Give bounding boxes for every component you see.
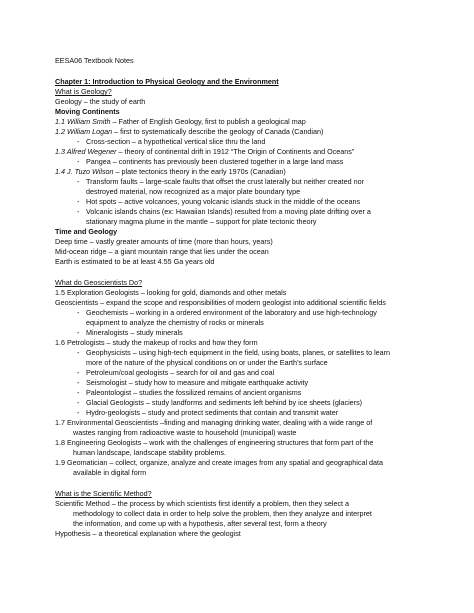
sub-bullet: Geochemists – working in a ordered environment of the laboratory and use high-technology [86, 308, 377, 317]
sub-bullet-cont: stationary magma plume in the mantle – support for plate tectonic theory [86, 217, 317, 226]
item-text: – Father of English Geology, first to publish a geological map [110, 117, 306, 126]
sub-bullet: Volcanic islands chains (ex: Hawaiian Islands) resulted from a moving plate drifting over a [86, 207, 371, 216]
subheading-time-geology: Time and Geology [55, 227, 118, 236]
section-heading-scientific-method: What is the Scientific Method? [55, 489, 152, 498]
list-item [55, 147, 354, 157]
item-number: 1.3 [55, 147, 67, 156]
bullet-dash: - [77, 368, 80, 377]
subheading-moving-continents: Moving Continents [55, 107, 120, 116]
text-line: Mid-ocean ridge – a giant mountain range that lies under the ocean [55, 247, 269, 256]
text-line-cont: methodology to collect data in order to help solve the problem, then they analyze and interpret [73, 509, 372, 518]
text-line: 1.7 Environmental Geoscientists –finding and managing drinking water, dealing with a wide range of [55, 418, 373, 427]
bullet-dash: - [77, 328, 80, 337]
text-line: Scientific Method – the process by which scientists first identify a problem, then they select a [55, 499, 350, 508]
bullet-dash: - [77, 207, 80, 216]
chapter-title: Chapter 1: Introduction to Physical Geology and the Environment [55, 77, 279, 86]
person-name: J. Tuzo Wilson [67, 167, 114, 176]
sub-bullet: Geophysicists – using high-tech equipment in the field, using boats, planes, or satellites to learn [86, 348, 391, 357]
list-item [55, 167, 286, 177]
sub-bullet: Seismologist – study how to measure and mitigate earthquake activity [86, 378, 309, 387]
section-heading-geoscientists: What do Geoscientists Do? [55, 278, 143, 287]
text-line: 1.8 Engineering Geologists – work with the challenges of engineering structures that form part of the [55, 438, 374, 447]
doc-header: EESA06 Textbook Notes [55, 56, 134, 65]
text-line-cont: human landscape, landscape stability problems. [73, 448, 227, 457]
sub-bullet: Transform faults – large-scale faults that offset the crust laterally but neither created nor [86, 177, 365, 186]
text-line-cont: wastes ranging from radioactive waste to household (municipal) waste [73, 428, 297, 437]
text-line: Geoscientists – expand the scope and responsibilities of modern geologist into additional scientific fields [55, 298, 386, 307]
section-heading-geology: What is Geology? [55, 87, 112, 96]
bullet-dash: - [77, 378, 80, 387]
text-line: 1.9 Geomatician – collect, organize, analyze and create images from any spatial and geographical data [55, 458, 384, 467]
text-line: 1.5 Exploration Geologists – looking for gold, diamonds and other metals [55, 288, 287, 297]
item-text: – plate tectonics theory in the early 1970s (Canadian) [113, 167, 286, 176]
bullet-dash: - [77, 308, 80, 317]
bullet-dash: - [77, 177, 80, 186]
text-line: Earth is estimated to be at least 4.55 Ga years old [55, 257, 215, 266]
bullet-dash: - [77, 388, 80, 397]
sub-bullet: Hydro-geologists – study and protect sediments that contain and transmit water [86, 408, 339, 417]
sub-bullet: Petroleum/coal geologists – search for oil and gas and coal [86, 368, 275, 377]
text-line: 1.6 Petrologists – study the makeup of rocks and how they form [55, 338, 258, 347]
geology-definition: Geology – the study of earth [55, 97, 146, 106]
bullet-dash: - [77, 398, 80, 407]
person-name: William Smith [67, 117, 111, 126]
list-item [55, 127, 323, 137]
item-text: – first to systematically describe the geology of Canada (Candian) [112, 127, 324, 136]
item-text: – theory of continental drift in 1912 “The Origin of Continents and Oceans” [116, 147, 355, 156]
bullet-dash: - [77, 348, 80, 357]
person-name: William Logan [67, 127, 113, 136]
sub-bullet: Mineralogists – study minerals [86, 328, 183, 337]
text-line: Deep time – vastly greater amounts of time (more than hours, years) [55, 237, 273, 246]
item-number: 1.1 [55, 117, 67, 126]
text-line-cont: available in digital form [73, 468, 147, 477]
sub-bullet: Glacial Geologists – study landforms and sediments left behind by ice sheets (glaciers) [86, 398, 363, 407]
bullet-dash: - [77, 197, 80, 206]
list-item [55, 117, 306, 127]
sub-bullet-cont: destroyed material, now recognized as a major plate boundary type [86, 187, 301, 196]
item-number: 1.4 [55, 167, 67, 176]
bullet-dash: - [77, 408, 80, 417]
sub-bullet: Paleontologist – studies the fossilized remains of ancient organisms [86, 388, 302, 397]
text-line: Hypothesis – a theoretical explanation where the geologist [55, 529, 241, 538]
item-number: 1.2 [55, 127, 67, 136]
bullet-dash: - [77, 137, 80, 146]
sub-bullet-cont: equipment to analyze the chemistry of rocks or minerals [86, 318, 264, 327]
sub-bullet-cont: more of the nature of the physical conditions on or under the Earth’s surface [86, 358, 328, 367]
person-name: Alfred Wegener [66, 147, 117, 156]
sub-bullet: Hot spots – active volcanoes, young volcanic islands stuck in the middle of the oceans [86, 197, 361, 206]
sub-bullet: Cross-section – a hypothetical vertical slice thru the land [86, 137, 266, 146]
sub-bullet: Pangea – continents has previously been clustered together in a large land mass [86, 157, 344, 166]
text-line-cont: the information, and come up with a hypothesis, after several test, form a theory [73, 519, 327, 528]
bullet-dash: - [77, 157, 80, 166]
